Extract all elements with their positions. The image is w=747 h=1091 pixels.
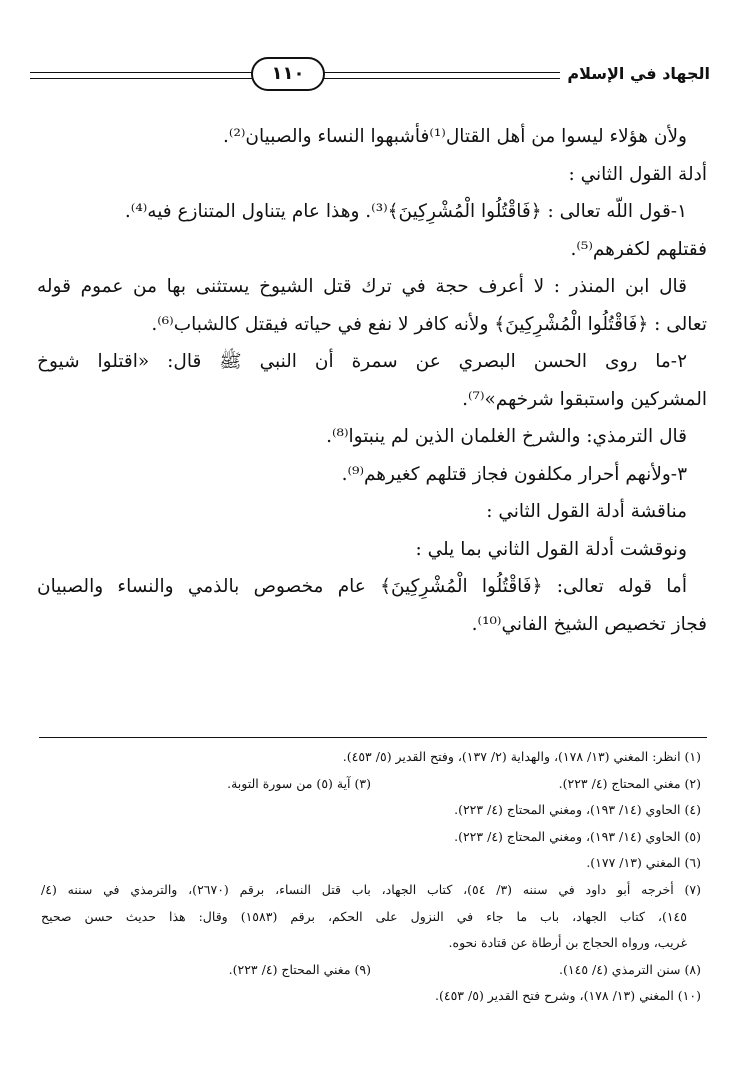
- section-heading: مناقشة أدلة القول الثاني :: [486, 501, 687, 522]
- body-line: ٢-ما روى الحسن البصري عن سمرة أن النبي ﷺ قال: «اقتلوا شيوخ: [37, 351, 687, 372]
- footnote-7-line-2: ١٤٥)، كتاب الجهاد، باب ما جاء في النزول على الحكم، برقم (١٥٨٣) وقال: هذا حديث حسن صحيح: [41, 908, 687, 924]
- footnote-1: (١) انظر: المغني (١٣/ ١٧٨)، والهداية (٢/ ١٣٧)، وفتح القدير (٥/ ٤٥٣).: [342, 749, 701, 764]
- footnote-4: (٤) الحاوي (١٤/ ١٩٣)، ومغني المحتاج (٤/ ٢٢٣).: [454, 802, 701, 818]
- body-line: ونوقشت أدلة القول الثاني بما يلي :: [415, 538, 687, 560]
- footnote-10: (١٠) المغني (١٣/ ١٧٨)، وشرح فتح القدير (٥/ ٤٥٣).: [435, 988, 701, 1004]
- body-text: [37, 118, 707, 643]
- body-line: فجاز تخصيص الشيخ الفاني⁽¹⁰⁾.: [471, 613, 707, 635]
- body-line: قال الترمذي: والشرخ الغلمان الذين لم ينبتوا⁽⁸⁾.: [326, 426, 687, 447]
- page-header: [30, 55, 720, 101]
- footnote-7-line-3: غريب، ورواه الحجاج بن أرطاة عن قتادة نحوه.: [448, 935, 687, 951]
- footnote-5: (٥) الحاوي (١٤/ ١٩٣)، ومغني المحتاج (٤/ ٢٢٣).: [454, 828, 701, 844]
- footnote-6: (٦) المغني (١٣/ ١٧٧).: [586, 855, 701, 871]
- footnote-3: (٣) آية (٥) من سورة التوبة.: [227, 775, 371, 791]
- body-line: ولأن هؤلاء ليسوا من أهل القتال⁽¹⁾فأشبهوا النساء والصبيان⁽²⁾.: [223, 126, 687, 147]
- footnote-2: (٢) مغني المحتاج (٤/ ٢٢٣).: [558, 775, 701, 791]
- body-line: فقتلهم لكفرهم⁽⁵⁾.: [570, 238, 707, 260]
- footnote-9: (٩) مغني المحتاج (٤/ ٢٢٣).: [228, 961, 371, 977]
- footnote-7-line-1: (٧) أخرجه أبو داود في سننه (٣/ ٥٤)، كتاب الجهاد، باب قتل النساء، برقم (٢٦٧٠)، والترمذي في سننه (٤/: [41, 881, 701, 897]
- footnote-row-8-9: [41, 957, 701, 984]
- body-line: المشركين واستبقوا شرخهم»⁽⁷⁾.: [462, 388, 707, 410]
- page-number: ١١٠: [251, 57, 325, 91]
- footnotes: [41, 744, 701, 1010]
- body-line: تعالى : ﴿فَاقْتُلُوا الْمُشْرِكِينَ﴾ ولأنه كافر لا نفع في حياته فيقتل كالشباب⁽⁶⁾.: [151, 313, 707, 335]
- body-line: قال ابن المنذر : لا أعرف حجة في ترك قتل الشيوخ يستثنى بها من عموم قوله: [37, 276, 687, 297]
- book-title: الجهاد في الإسلام: [567, 64, 710, 83]
- footnote-8: (٨) سنن الترمذي (٤/ ١٤٥).: [559, 961, 701, 977]
- body-line: ١-قول اللّه تعالى : ﴿فَاقْتُلُوا الْمُشْرِكِينَ﴾⁽³⁾. وهذا عام يتناول المتنازع فيه⁽⁴⁾.: [124, 201, 687, 222]
- footnote-separator: [39, 737, 707, 738]
- footnote-row-2-3: [41, 771, 701, 798]
- section-heading: أدلة القول الثاني :: [568, 163, 707, 185]
- body-line: ٣-ولأنهم أحرار مكلفون فجاز قتلهم كغيرهم⁽⁹⁾.: [341, 463, 687, 485]
- body-line: أما قوله تعالى: ﴿فَاقْتُلُوا الْمُشْرِكِينَ﴾ عام مخصوص بالذمي والنساء والصبيان: [37, 576, 687, 597]
